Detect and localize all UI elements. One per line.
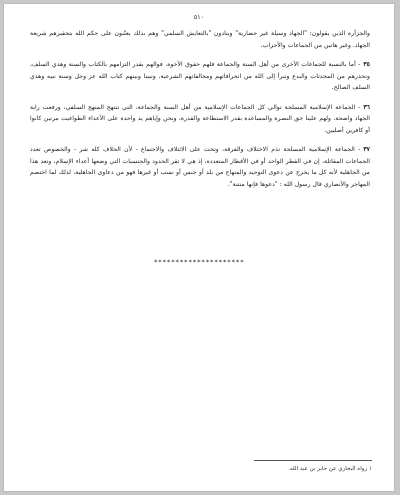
footnote-divider <box>254 460 372 461</box>
paragraph-35 <box>30 59 370 94</box>
paragraph-text: والجزأرة الذين يقولون: "الجهاد وسيلة غير حضارية" وينادون "بالتعايش السلمي" وهم بذلك يعتّبون على حكم الله بتحقيرهم شريعة الجهاد. وغير هاتين من الجماعات والأحزاب. <box>30 30 370 49</box>
paragraph-text: - الجماعة الإسلامية المسلحة توالي كل الجماعات الإسلامية من أهل السنة والجماعة، التي تنتهج المنهج السلفي، ورفعت راية الجهاد واضحة. ولهم علينا حق النصرة والمساعدة بقدر الاستطاعة والقدرة، ونحن وإياهم يد واحدة على الأعداء الطواغيت مرتين كانوا أو كافرين أصليين. <box>30 103 370 134</box>
paragraph-number: ٣٧ <box>363 146 370 153</box>
section-separator: ********************* <box>153 258 245 266</box>
paragraph-36 <box>30 102 370 137</box>
paragraph-intro <box>30 28 370 51</box>
paragraph-number: ٣٦ <box>363 103 370 111</box>
page-body <box>30 28 370 198</box>
paragraph-number: ٣٥ <box>363 61 370 68</box>
paragraph-37 <box>30 144 370 190</box>
paragraph-text: - الجماعة الإسلامية المسلحة تذم الاختلاف والفرقة، وتحث على الائتلاف والاجتماع - لأن الخلاف كله شر - والخصوص تعدد الجماعات المقاتلة، إن في القطر الواحد أو في الأقطار المتعددة، إذ هي لا تقر الحدود والجنسيات التي وضعها أعداء الإسلام، وتعد هذا من الجاهلية لأنه كل ما يخرج عن دعوى التوحيد والمنهاج من بلد أو جنس أو نسب أو غيرها فهو من دعاوى الجاهلية. لذلك لما اختصم المهاجر والأنصاري قال رسول الله : "دعوها فإنها منتنة". <box>30 146 370 188</box>
footnote: ١ رواه البخاري عن جابر بن عبد الله. <box>288 466 372 472</box>
paragraph-text: - أما بالنسبة للجماعات الأخرى من أهل السنة والجماعة فلهم حقوق الأخوة. فوالهم بقدر التزامهم بالكتاب والسنة وهدي السلف، ونحذرهم من المحدثات والبدع ونبرأ إلى الله من انحرافاتهم ومخالفاتهم الشرعية. ونبينا وبينهم كتاب الله عز وجل وسنة نبيه وهدي السلف الصالح. <box>30 61 370 91</box>
page-number: ٥١٠ <box>193 13 205 21</box>
document-page <box>3 3 395 492</box>
